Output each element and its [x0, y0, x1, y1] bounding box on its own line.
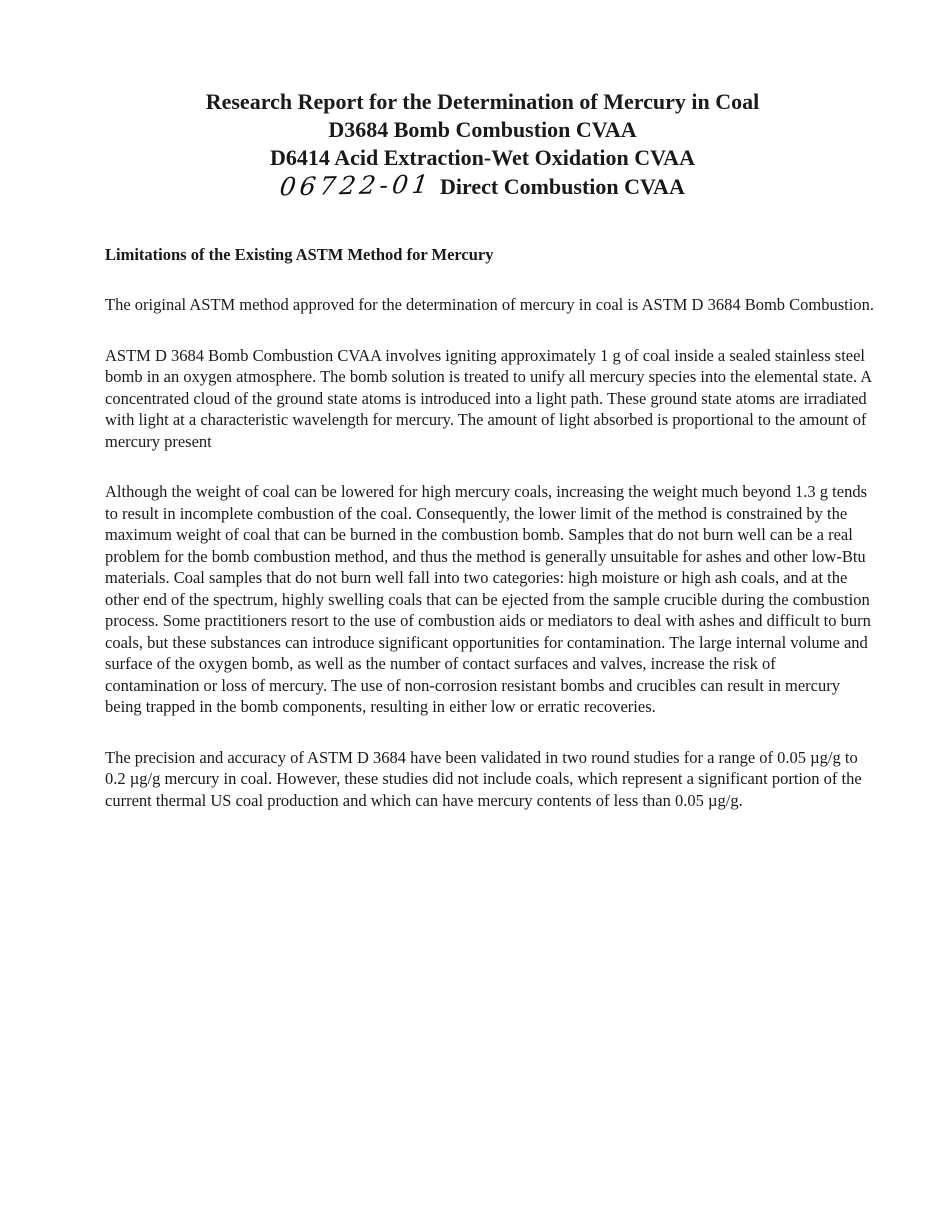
paragraph-method-limitations: Although the weight of coal can be lowered for high mercury coals, increasing the weight much beyond 1.3 g tends to result in incomplete combustion of the coal. Consequently, the lower limit of the method is constrained by the maximum weight of coal that can be burned in the combustion bomb. Samples that do not burn well can be a real problem for the bomb combustion method, and thus the method is generally unsuitable for ashes and other low-Btu materials. Coal samples that do not burn well fall into two categories: high moisture or high ash coals, and at the other end of the spectrum, highly swelling coals that can be ejected from the sample crucible during the combustion process. Some practitioners resort to the use of combustion aids or mediators to deal with ashes and difficult to burn coals, but these substances can introduce significant opportunities for contamination. The large internal volume and surface of the oxygen bomb, as well as the number of contact surfaces and valves, increase the risk of contamination or loss of mercury. The use of non-corrosion resistant bombs and crucibles can result in mercury being trapped in the bomb components, resulting in either low or erratic recoveries.: [105, 482, 871, 716]
title-line-main: Research Report for the Determination of Mercury in Coal: [205, 89, 760, 114]
title-line-d3684: D3684 Bomb Combustion CVAA: [328, 117, 637, 142]
handwritten-report-number: 06722-01: [278, 169, 434, 202]
section-heading: Limitations of the Existing ASTM Method for Mercury: [105, 245, 494, 264]
title-line-direct-combustion: [105, 169, 860, 202]
report-title-block: [105, 88, 870, 201]
title-line-d6414: D6414 Acid Extraction-Wet Oxidation CVAA: [270, 145, 695, 170]
title-line-direct-combustion-text: Direct Combustion CVAA: [439, 174, 685, 199]
paragraph-precision-accuracy: The precision and accuracy of ASTM D 3684 have been validated in two round studies for a range of 0.05 µg/g to 0.2 µg/g mercury in coal. However, these studies did not include coals, which represent a significant portion of the current thermal US coal production and which can have mercury contents of less than 0.05 µg/g.: [105, 747, 862, 810]
paragraph-bomb-combustion-method: ASTM D 3684 Bomb Combustion CVAA involves igniting approximately 1 g of coal inside a sealed stainless steel bomb in an oxygen atmosphere. The bomb solution is treated to unify all mercury species into the elemental state. A concentrated cloud of the ground state atoms is introduced into a light path. These ground state atoms are irradiated with light at a characteristic wavelength for mercury. The amount of light absorbed is proportional to the amount of mercury present: [105, 345, 872, 451]
paragraph-intro: The original ASTM method approved for the determination of mercury in coal is ASTM D 3684 Bomb Combustion.: [105, 295, 874, 314]
